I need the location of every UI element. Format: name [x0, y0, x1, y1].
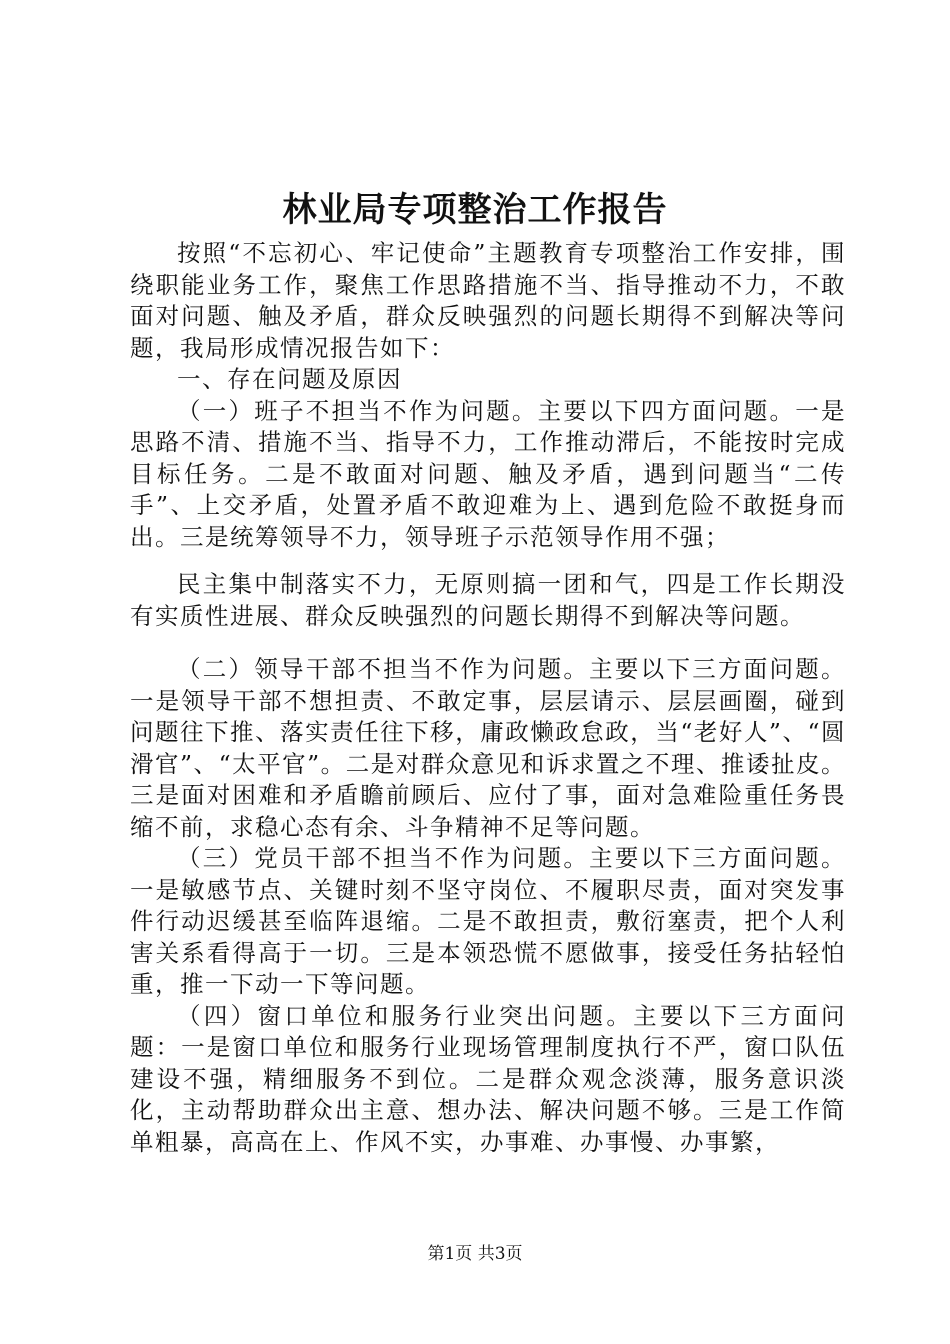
body-block-1: [130, 238, 846, 553]
paragraph-item-2: （二）领导干部不担当不作为问题。主要以下三方面问题。一是领导干部不想担责、不敢定事，层层请示、层层画圈，碰到问题往下推、落实责任往下移，庸政懒政怠政，当“老好人”、“圆滑官”、“太平官”。二是对群众意见和诉求置之不理、推诿扯皮。三是面对困难和矛盾瞻前顾后、应付了事，面对急难险重任务畏缩不前，求稳心态有余、斗争精神不足等问题。: [130, 655, 846, 841]
paragraph-section-heading: 一、存在问题及原因: [177, 365, 402, 393]
paragraph-item-1: （一）班子不担当不作为问题。主要以下四方面问题。一是思路不清、措施不当、指导不力，工作推动滞后，不能按时完成目标任务。二是不敢面对问题、触及矛盾，遇到问题当“二传手”、上交矛盾，处置矛盾不敢迎难为上、遇到危险不敢挺身而出。三是统筹领导不力，领导班子示范领导作用不强；: [130, 396, 846, 551]
body-block-3: [130, 654, 846, 1158]
paragraph-item-4: （四）窗口单位和服务行业突出问题。主要以下三方面问题：一是窗口单位和服务行业现场管理制度执行不严，窗口队伍建设不强，精细服务不到位。二是群众观念淡薄，服务意识淡化，主动帮助群众出主意、想办法、解决问题不够。三是工作简单粗暴，高高在上、作风不实，办事难、办事慢、办事繁，: [130, 1001, 846, 1156]
document-title: 林业局专项整治工作报告: [282, 190, 668, 230]
page-footer: 第1页 共3页: [427, 1244, 523, 1264]
paragraph-item-1-continued: 民主集中制落实不力，无原则搞一团和气，四是工作长期没有实质性进展、群众反映强烈的问题长期得不到解决等问题。: [130, 570, 846, 630]
paragraph-intro: 按照“不忘初心、牢记使命”主题教育专项整治工作安排，围绕职能业务工作，聚焦工作思路措施不当、指导推动不力，不敢面对问题、触及矛盾，群众反映强烈的问题长期得不到解决等问题，我局形成情况报告如下：: [130, 239, 846, 362]
paragraph-item-3: （三）党员干部不担当不作为问题。主要以下三方面问题。一是敏感节点、关键时刻不坚守岗位、不履职尽责，面对突发事件行动迟缓甚至临阵退缩。二是不敢担责，敷衍塞责，把个人利害关系看得高于一切。三是本领恐慌不愿做事，接受任务拈轻怕重，推一下动一下等问题。: [130, 844, 846, 998]
body-block-2: [130, 569, 846, 632]
